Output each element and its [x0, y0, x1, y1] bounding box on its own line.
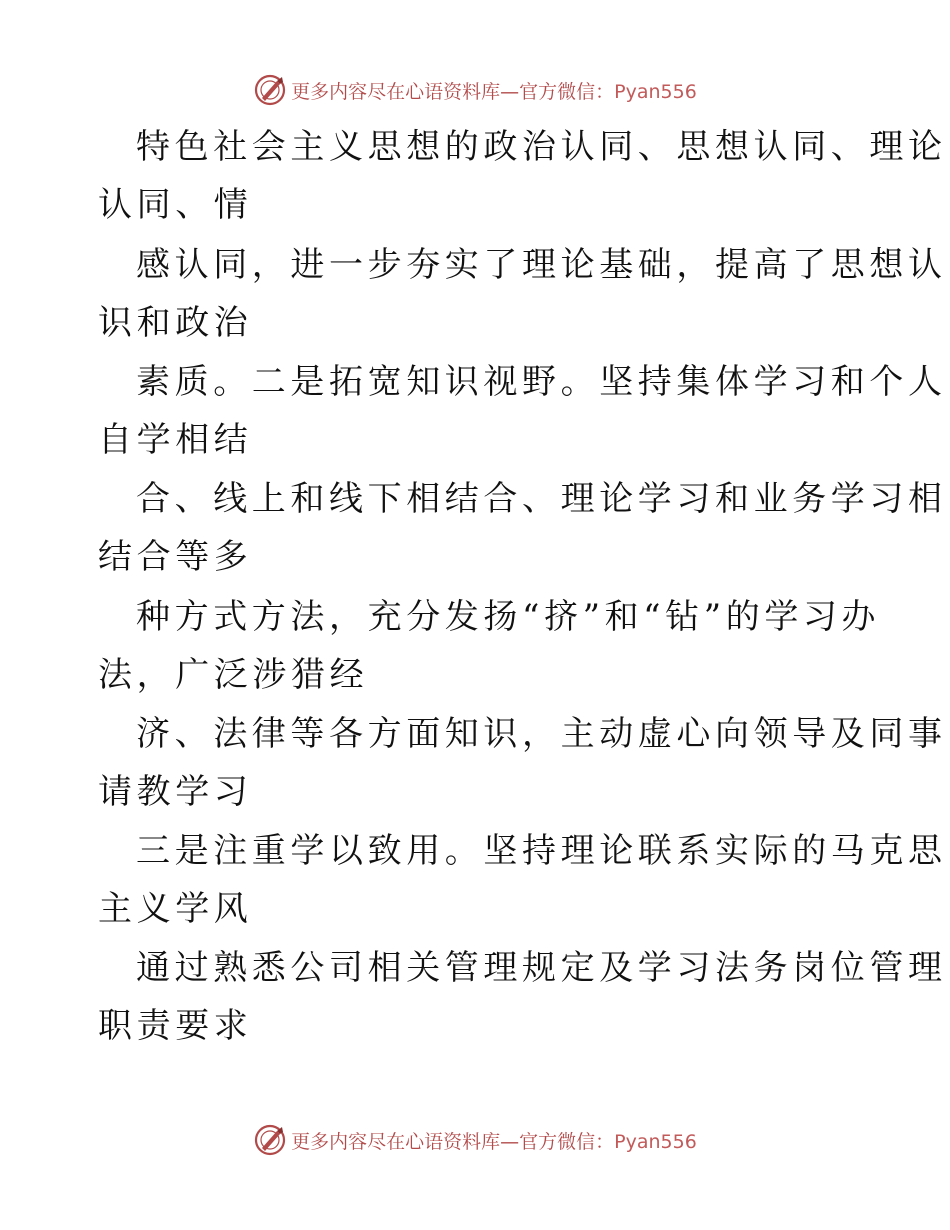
paragraph-line: 济、法律等各方面知识，主动虚心向领导及同事 — [136, 714, 947, 754]
paragraph-continuation: 请教学习 — [98, 772, 253, 812]
paragraph-continuation: 识和政治 — [98, 303, 253, 343]
pen-nib-seal-icon — [253, 1123, 287, 1157]
paragraph-continuation: 自学相结 — [98, 420, 253, 460]
watermark-text: 更多内容尽在心语资料库—官方微信：Pyan556 — [291, 80, 697, 103]
paragraph-continuation: 职责要求 — [98, 1006, 253, 1046]
paragraph-continuation: 法，广泛涉猎经 — [98, 655, 369, 695]
paragraph-continuation: 结合等多 — [98, 537, 253, 577]
paragraph-line: 通过熟悉公司相关管理规定及学习法务岗位管理 — [136, 948, 947, 988]
paragraph-line: 种方式方法，充分发扬“挤”和“钻”的学习办 — [136, 597, 881, 637]
paragraph-line: 感认同，进一步夯实了理论基础，提高了思想认 — [136, 245, 947, 285]
paragraph-continuation: 认同、情 — [98, 185, 253, 225]
watermark-text: 更多内容尽在心语资料库—官方微信：Pyan556 — [291, 1130, 697, 1153]
footer-watermark — [0, 1122, 950, 1158]
paragraph-line: 特色社会主义思想的政治认同、思想认同、理论 — [136, 127, 947, 167]
paragraph-line: 素质。二是拓宽知识视野。坚持集体学习和个人 — [136, 362, 947, 402]
paragraph-continuation: 主义学风 — [98, 889, 253, 929]
paragraph-line: 三是注重学以致用。坚持理论联系实际的马克思 — [136, 831, 947, 871]
paragraph-line: 合、线上和线下相结合、理论学习和业务学习相 — [136, 479, 947, 519]
